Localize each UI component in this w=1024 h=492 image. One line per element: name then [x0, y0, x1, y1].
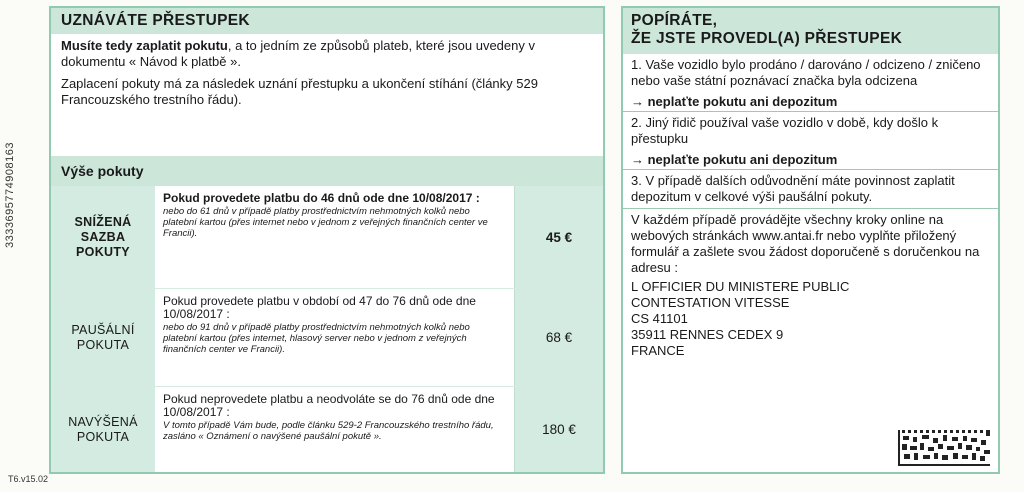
fine-note: nebo do 91 dnů v případě platby prostřednictvím nehmotných kolků nebo platební kartou (přes internet, hlasový server nebo v jednom z veřejných finančních center ve Francii). [163, 322, 470, 355]
fine-type-reduced [51, 186, 155, 288]
fine-type-line: SNÍŽENÁ [74, 214, 132, 229]
dispute-reason-3: 3. V případě dalších odůvodnění máte povinnost zaplatit depozitum v celkové výši paušální pokuty. [623, 169, 998, 208]
fine-type-line: PAUŠÁLNÍ [71, 322, 135, 337]
fine-row-increased [51, 386, 603, 472]
address-line: 35911 RENNES CEDEX 9 [631, 327, 784, 342]
fine-type-flat [51, 289, 155, 386]
dispute-offense-panel [621, 6, 1000, 474]
dispute-reason-1: 1. Vaše vozidlo bylo prodáno / darováno / odcizeno / zničeno nebo vaše státní poznávací značka byla odcizena [631, 57, 981, 88]
fine-table [51, 186, 603, 472]
fine-condition: Pokud provedete platbu do 46 dnů ode dne 10/08/2017 : [163, 191, 480, 205]
address-line: CONTESTATION VITESSE [631, 295, 790, 310]
dispute-instructions: V každém případě provádějte všechny kroky online na webových stránkách www.antai.fr nebo vyplňte přiložený formulář a zašlete svou žádost doporučeně s doručenkou na adresu : [623, 208, 998, 279]
fine-description-flat [155, 289, 514, 386]
fine-type-line: SAZBA [80, 229, 126, 244]
fine-note: nebo do 61 dnů v případě platby prostřednictvím nehmotných kolků nebo platební kartou (přes internet nebo v jednom z veřejných finančních center ve Francii). [163, 206, 488, 239]
dispute-title-line-2: ŽE JSTE PROVEDL(A) PŘESTUPEK [631, 30, 903, 47]
form-version: T6.v15.02 [8, 474, 49, 484]
address-line: FRANCE [631, 343, 685, 358]
fine-type-line: POKUTA [76, 337, 130, 352]
side-tracking-code-text: 3333695774908163 [4, 142, 16, 248]
dispute-panel-title [623, 8, 998, 54]
mailing-address [623, 279, 998, 359]
accept-panel-title: UZNÁVÁTE PŘESTUPEK [51, 8, 603, 34]
fine-condition: Pokud neprovedete platbu a neodvoláte se do 76 dnů ode dne 10/08/2017 : [163, 392, 495, 419]
fine-note: V tomto případě Vám bude, podle článku 529-2 Francouzského trestního řádu, zasláno « Oznámení o navýšené paušální pokutě ». [163, 420, 494, 442]
fine-type-line: NAVÝŠENÁ [68, 414, 138, 429]
fine-description-reduced [155, 186, 514, 288]
accept-offense-panel [49, 6, 605, 474]
accept-intro-paragraph-2: Zaplacení pokuty má za následek uznání přestupku a ukončení stíhání (články 529 Francouzského trestního řádu). [61, 76, 538, 107]
side-tracking-code [2, 100, 18, 290]
must-pay-text: Musíte tedy zaplatit pokutu [61, 38, 228, 53]
dispute-do-not-pay-1: → neplaťte pokutu ani depozitum [631, 94, 838, 109]
dispute-do-not-pay-2: → neplaťte pokutu ani depozitum [631, 152, 838, 167]
fine-amount-increased: 180 € [514, 387, 603, 472]
dispute-reason-2: 2. Jiný řidič používal vaše vozidlo v době, kdy došlo k přestupku [623, 111, 998, 150]
fine-condition: Pokud provedete platbu v období od 47 do 76 dnů ode dne 10/08/2017 : [163, 294, 476, 321]
fine-type-increased [51, 387, 155, 472]
payment-methods-text: , a to jedním ze způsobů plateb, které jsou uvedeny v dokumentu « Návod k platbě ». [61, 38, 535, 69]
fine-type-line: POKUTY [76, 244, 130, 259]
address-line: CS 41101 [631, 311, 688, 326]
fine-type-line: POKUTA [76, 429, 130, 444]
dispute-title-line-1: POPÍRÁTE, [631, 12, 718, 29]
fine-amount-flat: 68 € [514, 289, 603, 386]
accept-intro [51, 34, 603, 108]
fine-amount-reduced: 45 € [514, 186, 603, 288]
fine-amount-header: Výše pokuty [51, 156, 603, 186]
datamatrix-code-icon [898, 430, 990, 466]
fine-description-increased [155, 387, 514, 472]
fine-row-reduced [51, 186, 603, 288]
accept-intro-paragraph-1 [61, 38, 593, 70]
address-line: L OFFICIER DU MINISTERE PUBLIC [631, 279, 850, 294]
fine-row-flat [51, 288, 603, 386]
